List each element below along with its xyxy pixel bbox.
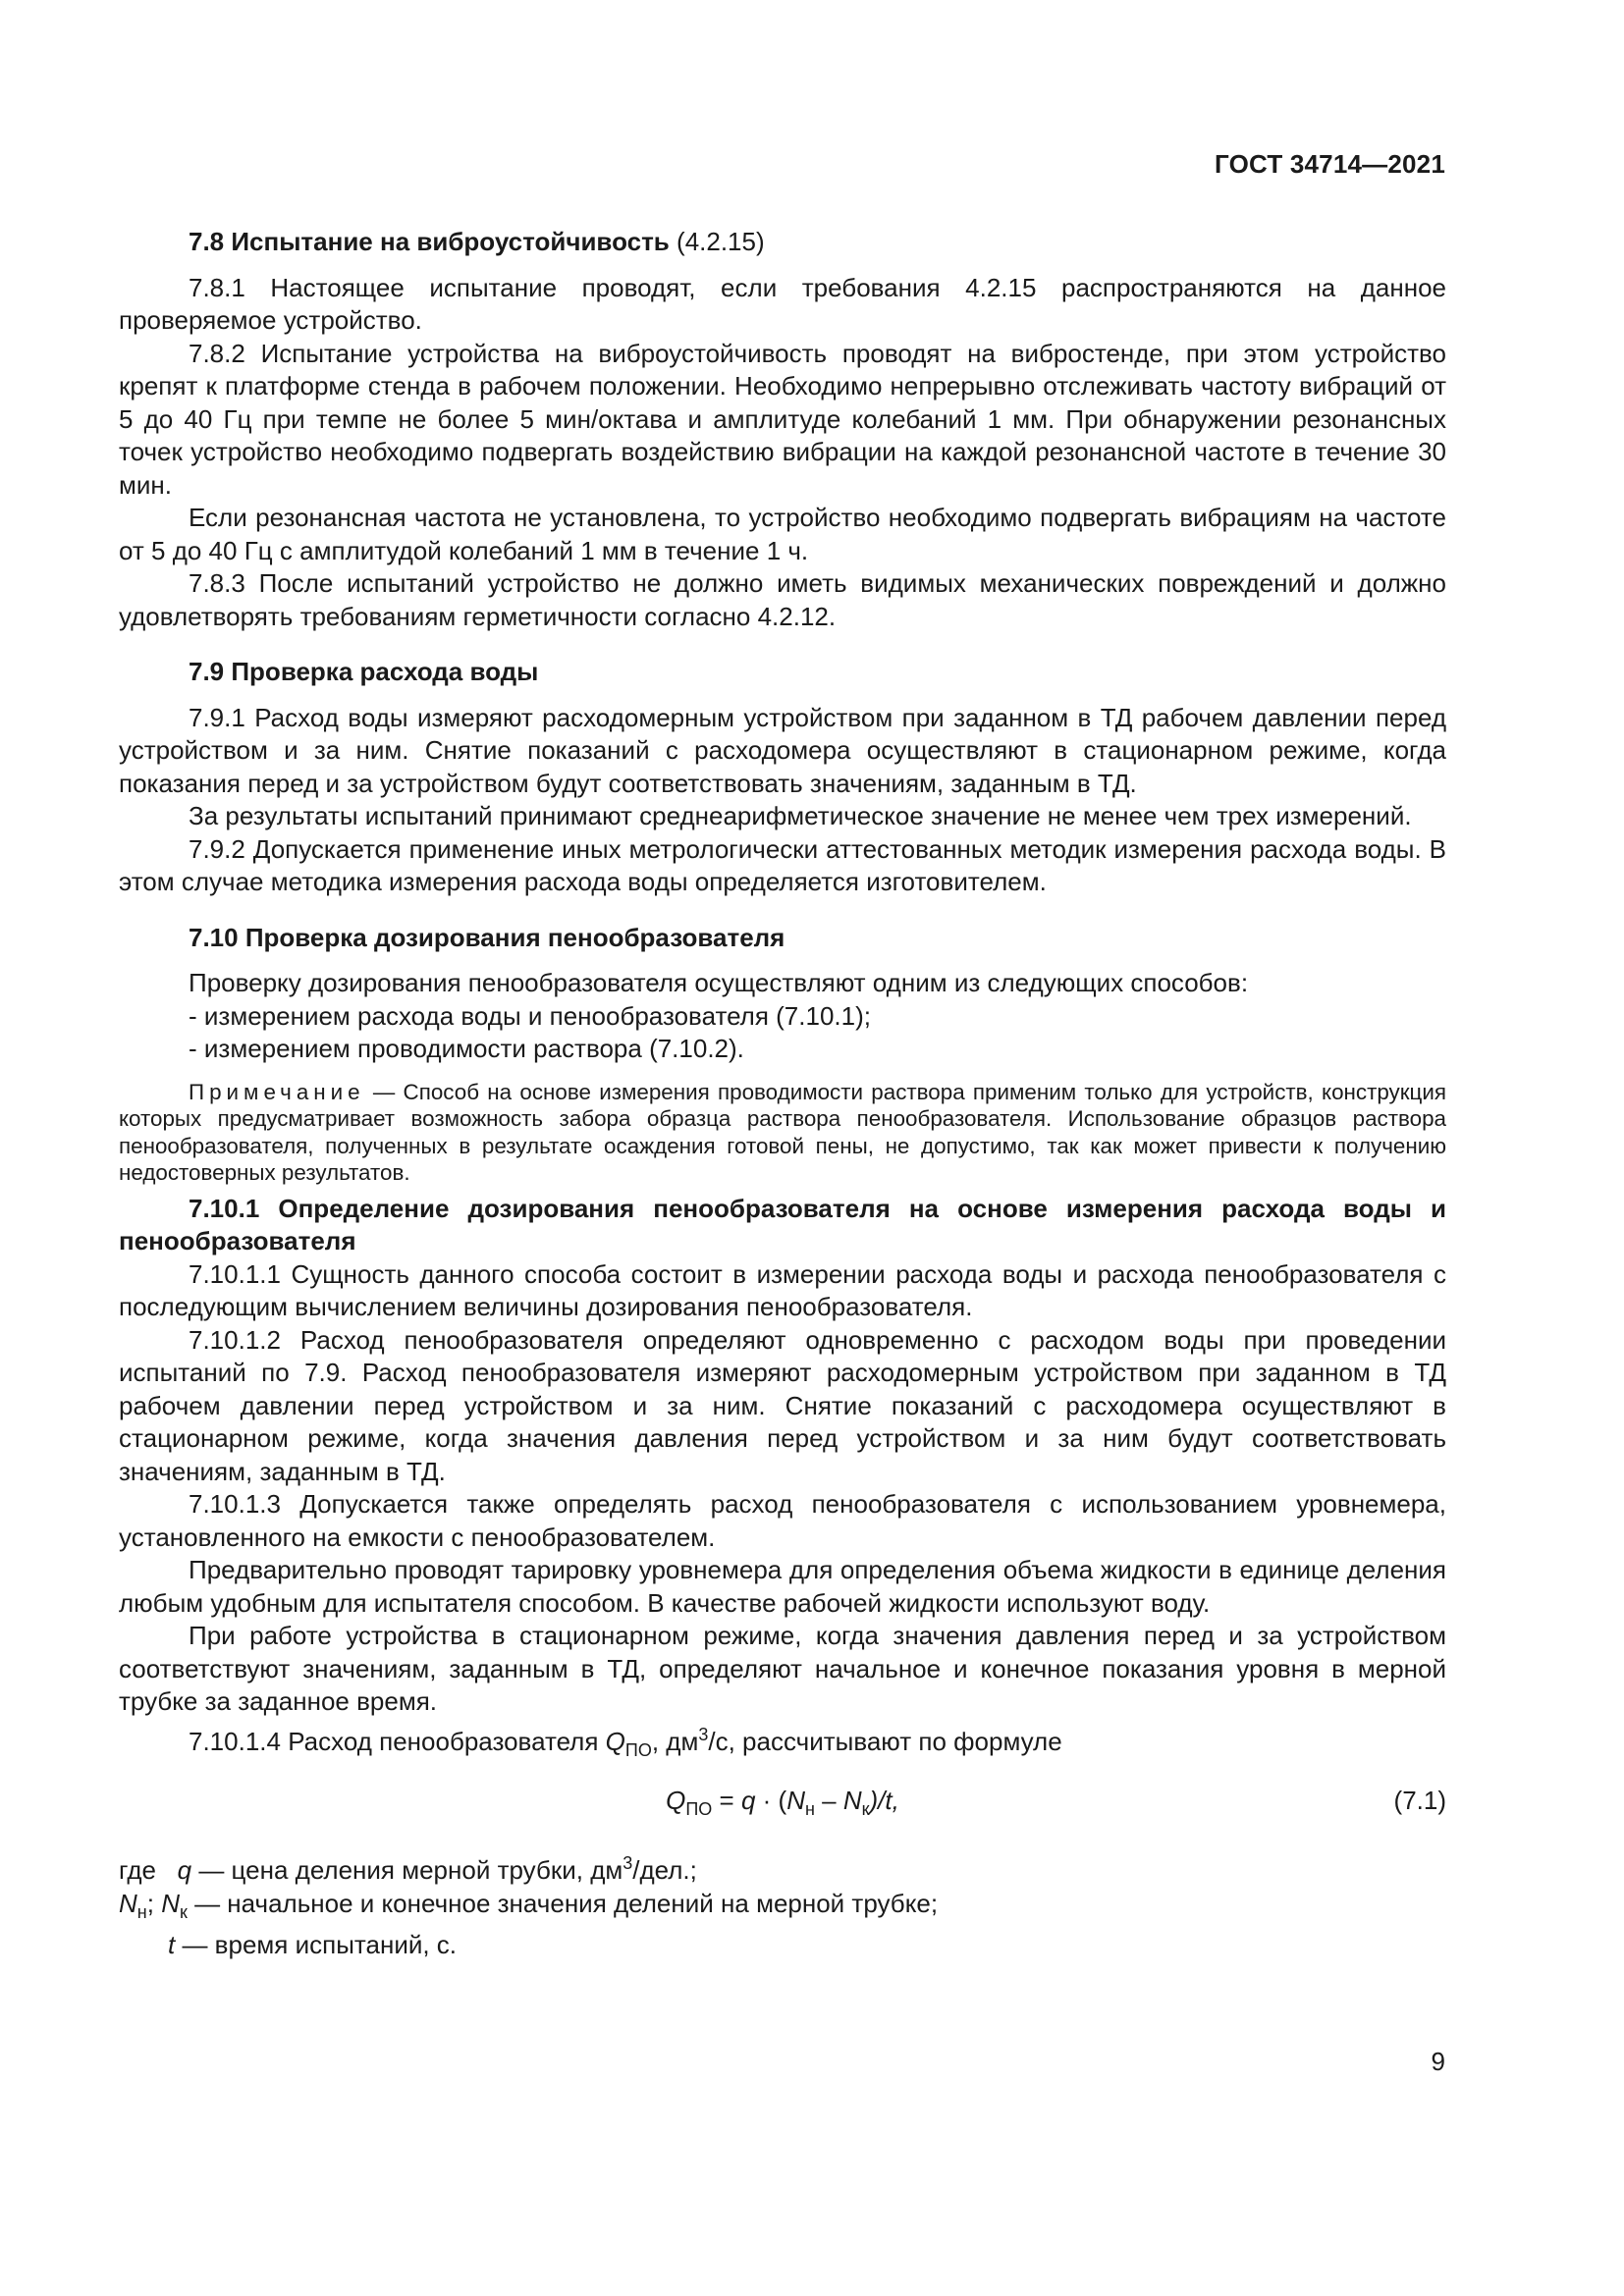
where-block bbox=[119, 1847, 1446, 1962]
paragraph: За результаты испытаний принимают среднеарифметическое значение не менее чем трех измерений. bbox=[189, 801, 1412, 830]
paragraph: 7.9.2 Допускается применение иных метрологически аттестованных методик измерения расхода воды. В этом случае методика измерения расхода воды определяется изготовителем. bbox=[119, 833, 1446, 896]
paragraph: 7.10.1.1 Сущность данного способа состоит в измерении расхода воды и расхода пенообразователя с последующим вычислением величины дозирования пенообразователя. bbox=[119, 1258, 1446, 1321]
note bbox=[119, 1079, 1446, 1187]
list-item: - измерением расхода воды и пенообразователя (7.10.1); bbox=[189, 1000, 871, 1031]
formula bbox=[119, 1785, 1446, 1827]
text-run: /дел.; bbox=[632, 1855, 697, 1885]
math-subscript: н bbox=[136, 1901, 147, 1922]
math-var: N bbox=[786, 1786, 805, 1815]
math-var: q bbox=[740, 1786, 756, 1815]
paragraph: 7.8.3 После испытаний устройство не должно иметь видимых механических повреждений и должно удовлетворять требованиям герметичности согласно 4.2.12. bbox=[119, 568, 1446, 631]
math-subscript: к bbox=[179, 1901, 188, 1922]
where-lead: где bbox=[119, 1855, 156, 1885]
math-subscript: ПО bbox=[624, 1739, 652, 1760]
math-var: N bbox=[842, 1786, 862, 1815]
paragraph: Если резонансная частота не установлена, то устройство необходимо подвергать вибрациям на частоте от 5 до 40 Гц с амплитудой колебаний 1 мм в течение 1 ч. bbox=[119, 503, 1446, 565]
math-var: q bbox=[177, 1855, 192, 1885]
paragraph: 7.8.2 Испытание устройства на виброустойчивость проводят на вибростенде, при этом устройство крепят к платформе стенда в рабочем положении. Необходимо непрерывно отслеживать частоту вибраций от 5 до 40 Гц при темпе не более 5 мин/октава и амплитуде колебаний 1 мм. При обнаружении резонансных точек устройство необходимо подвергать воздействию вибрации на каждой резонансной частоте в течение 30 мин. bbox=[119, 338, 1446, 500]
math-subscript: ПО bbox=[685, 1799, 713, 1819]
text-run: — цена деления мерной трубки, дм bbox=[191, 1855, 623, 1885]
math-var: N bbox=[119, 1888, 137, 1918]
page-body bbox=[119, 226, 1446, 1962]
note-text: — Способ на основе измерения проводимости раствора применим только для устройств, конструкция которых предусматривает возможность забора образца раствора пенообразователя. Использование образцов раствора пенообразователя, полученных в результате осаждения готовой пены, не допустимо, так как может привести к получению недостоверных результатов. bbox=[119, 1079, 1446, 1185]
note-label: Примечание bbox=[189, 1079, 365, 1104]
paragraph: Предварительно проводят тарировку уровнемера для определения объема жидкости в единице деления любым удобным для испытателя способом. В качестве рабочей жидкости используют воду. bbox=[119, 1555, 1446, 1618]
paragraph bbox=[119, 1719, 1446, 1768]
math-var: N bbox=[161, 1888, 180, 1918]
list-item: - измерением проводимости раствора (7.10.2). bbox=[189, 1034, 744, 1063]
text-run: , дм bbox=[651, 1726, 699, 1756]
paragraph: Проверку дозирования пенообразователя осуществляют одним из следующих способов: bbox=[189, 968, 1249, 997]
math-var: t bbox=[168, 1930, 176, 1959]
math-op: · ( bbox=[755, 1786, 787, 1815]
math-subscript: н bbox=[804, 1799, 815, 1819]
formula-number: (7.1) bbox=[1393, 1786, 1446, 1815]
page-number: 9 bbox=[1431, 2047, 1445, 2076]
text-run: /с, рассчитывают по формуле bbox=[708, 1726, 1062, 1756]
text-run: ; bbox=[146, 1888, 162, 1918]
where-line bbox=[119, 1847, 1446, 1888]
math-superscript: 3 bbox=[623, 1853, 633, 1873]
paragraph: 7.9.1 Расход воды измеряют расходомерным устройством при заданном в ТД рабочем давлении перед устройством и за ним. Снятие показаний с расходомера осуществляют в стационарном режиме, когда показания перед и за устройством будут соответствовать значениям, заданным в ТД. bbox=[119, 702, 1446, 798]
section-ref: (4.2.15) bbox=[677, 227, 765, 256]
section-7-10-heading: 7.10 Проверка дозирования пенообразователя bbox=[189, 922, 785, 952]
where-line bbox=[119, 1888, 1446, 1930]
section-7-10-1-heading: 7.10.1 Определение дозирования пенообразователя на основе измерения расхода воды и пенообразователя bbox=[119, 1193, 1446, 1255]
section-7-8-heading bbox=[119, 226, 1446, 259]
document-code: ГОСТ 34714—2021 bbox=[1215, 149, 1445, 179]
math-op: = bbox=[712, 1786, 741, 1815]
paragraph: 7.10.1.3 Допускается также определять расход пенообразователя с использованием уровнемера, установленного на емкости с пенообразователем. bbox=[119, 1489, 1446, 1552]
text-run: 7.10.1.4 Расход пенообразователя bbox=[189, 1726, 606, 1756]
math-var: Q bbox=[666, 1786, 686, 1815]
paragraph: При работе устройства в стационарном режиме, когда значения давления перед и за устройством соответствуют значениям, заданным в ТД, определяют начальное и конечное показания уровня в мерной трубке за заданное время. bbox=[119, 1621, 1446, 1716]
math-superscript: 3 bbox=[698, 1724, 709, 1744]
paragraph: 7.10.1.2 Расход пенообразователя определяют одновременно с расходом воды при проведении испытаний по 7.9. Расход пенообразователя измеряют расходомерным устройством при заданном в ТД рабочем давлении перед устройством и за ним. Снятие показаний с расходомера осуществляют в стационарном режиме, когда значения давления перед устройством и за ним будут соответствовать значениям, заданным в ТД. bbox=[119, 1324, 1446, 1486]
math-subscript: к bbox=[861, 1799, 870, 1819]
where-line bbox=[119, 1929, 1446, 1962]
math-var: Q bbox=[605, 1726, 625, 1756]
math-var: t bbox=[885, 1786, 893, 1815]
section-7-9-heading: 7.9 Проверка расхода воды bbox=[189, 657, 539, 686]
section-title: 7.8 Испытание на виброустойчивость bbox=[189, 227, 670, 256]
text-run: — начальное и конечное значения делений на мерной трубке; bbox=[187, 1888, 939, 1918]
text-run: — время испытаний, с. bbox=[175, 1930, 458, 1959]
math-op: – bbox=[814, 1786, 843, 1815]
math-op: )/ bbox=[869, 1786, 886, 1815]
paragraph: 7.8.1 Настоящее испытание проводят, если требования 4.2.15 распространяются на данное проверяемое устройство. bbox=[119, 272, 1446, 335]
math-op: , bbox=[892, 1786, 899, 1815]
formula-row bbox=[119, 1781, 1446, 1838]
